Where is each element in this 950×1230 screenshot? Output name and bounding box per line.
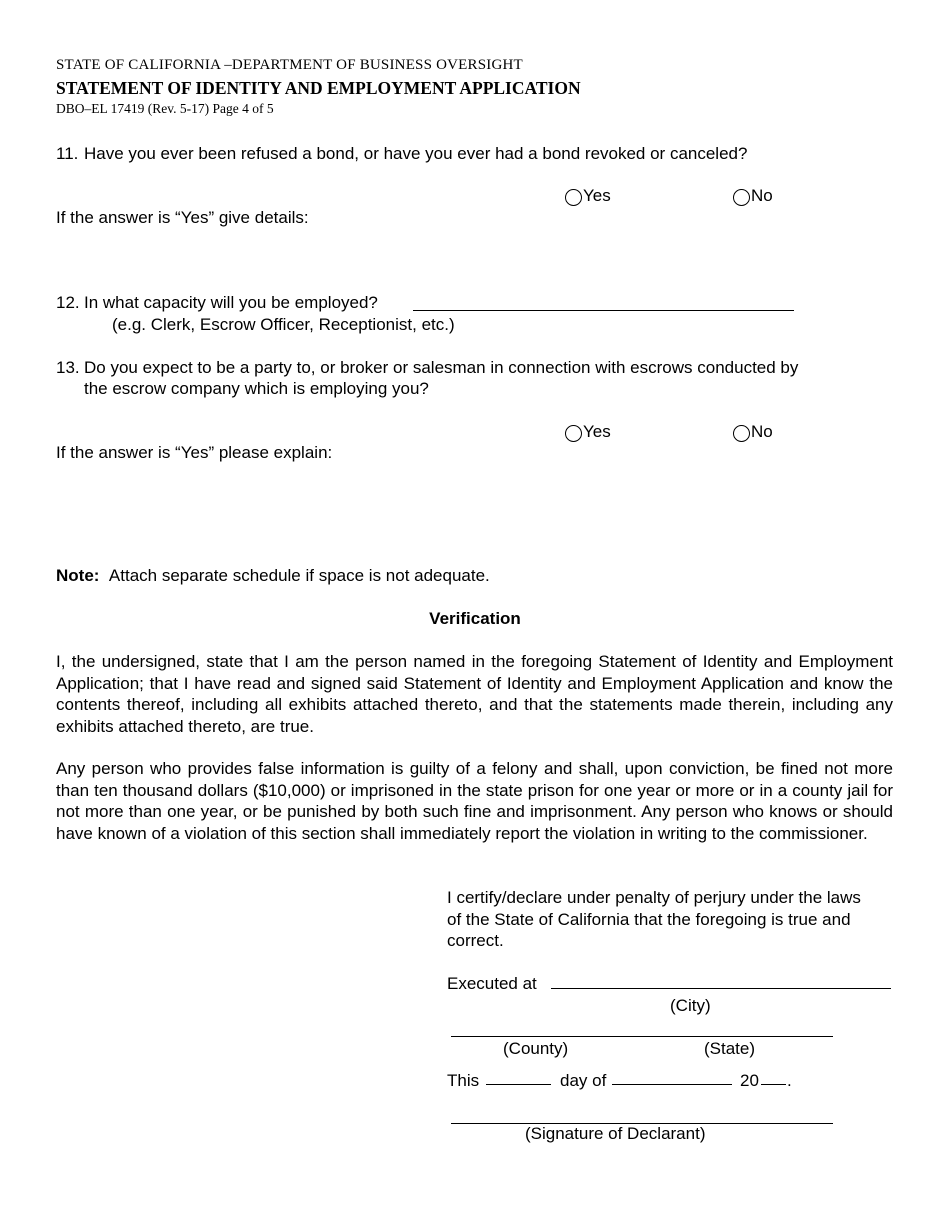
- q11-no-label: No: [751, 186, 773, 205]
- agency-header: STATE OF CALIFORNIA –DEPARTMENT OF BUSINESS OVERSIGHT: [56, 57, 523, 73]
- signature-label: (Signature of Declarant): [525, 1124, 706, 1143]
- q11-text: Have you ever been refused a bond, or have you ever had a bond revoked or canceled?: [84, 144, 748, 163]
- day-of-label: day of: [560, 1071, 607, 1090]
- county-label: (County): [503, 1039, 569, 1058]
- verification-heading: Verification: [429, 609, 521, 628]
- radio-circle-icon[interactable]: [733, 425, 750, 442]
- q13-yes-label: Yes: [583, 422, 611, 441]
- city-label: (City): [670, 996, 711, 1015]
- note-label: Note:: [56, 566, 100, 585]
- year-prefix: 20: [740, 1071, 759, 1090]
- executed-at-label: Executed at: [447, 974, 537, 993]
- year-field[interactable]: [761, 1084, 786, 1085]
- q11-details-label: If the answer is “Yes” give details:: [56, 208, 309, 227]
- q13-number: 13.: [56, 358, 80, 377]
- q13-text-line2: the escrow company which is employing you?: [84, 379, 429, 398]
- q12-capacity-field[interactable]: [413, 310, 794, 311]
- q13-no-radio[interactable]: [733, 422, 773, 442]
- verification-paragraph-1: I, the undersigned, state that I am the person named in the foregoing Statement of Identity and Employment Application; that I have read and signed said Statement of Identity and Employment Application and know the contents thereof, including all exhibits attached thereto, and that the statements made therein, including any exhibits attached thereto, are true.: [56, 652, 893, 736]
- note: [56, 565, 490, 587]
- note-text: Attach separate schedule if space is not adequate.: [108, 566, 490, 585]
- q13-yes-radio[interactable]: [565, 422, 611, 442]
- state-label: (State): [704, 1039, 756, 1058]
- month-field[interactable]: [612, 1084, 732, 1085]
- radio-circle-icon[interactable]: [565, 425, 582, 442]
- certification-text: I certify/declare under penalty of perjury under the laws of the State of California that the foregoing is true and correct.: [447, 888, 861, 950]
- q13-explain-label: If the answer is “Yes” please explain:: [56, 443, 333, 462]
- verification-paragraph-2: Any person who provides false information is guilty of a felony and shall, upon conviction, be fined not more than ten thousand dollars ($10,000) or imprisoned in the state prison for one year or more or in a county jail for not more than one year, or be punished by both such fine and imprisonment. Any person who knows or should have known of a violation of this section shall immediately report the violation in writing to the commissioner.: [56, 759, 893, 843]
- form-title: STATEMENT OF IDENTITY AND EMPLOYMENT APPLICATION: [56, 78, 581, 98]
- radio-circle-icon[interactable]: [565, 189, 582, 206]
- form-id: DBO–EL 17419 (Rev. 5-17) Page 4 of 5: [56, 101, 274, 116]
- q12-number: 12.: [56, 293, 80, 312]
- q11-yes-radio[interactable]: [565, 186, 611, 206]
- day-field[interactable]: [486, 1084, 551, 1085]
- city-field[interactable]: [551, 988, 891, 989]
- q11-number: 11.: [56, 144, 79, 163]
- q13-text-line1: Do you expect to be a party to, or broker or salesman in connection with escrows conducted by: [84, 358, 799, 377]
- q12-hint: (e.g. Clerk, Escrow Officer, Receptionist, etc.): [112, 315, 455, 334]
- county-state-field[interactable]: [451, 1036, 833, 1037]
- this-label: This: [447, 1071, 480, 1090]
- q11-yes-label: Yes: [583, 186, 611, 205]
- q11-no-radio[interactable]: [733, 186, 773, 206]
- q13-no-label: No: [751, 422, 773, 441]
- q12-text: In what capacity will you be employed?: [84, 293, 378, 312]
- year-period: .: [787, 1071, 792, 1090]
- radio-circle-icon[interactable]: [733, 189, 750, 206]
